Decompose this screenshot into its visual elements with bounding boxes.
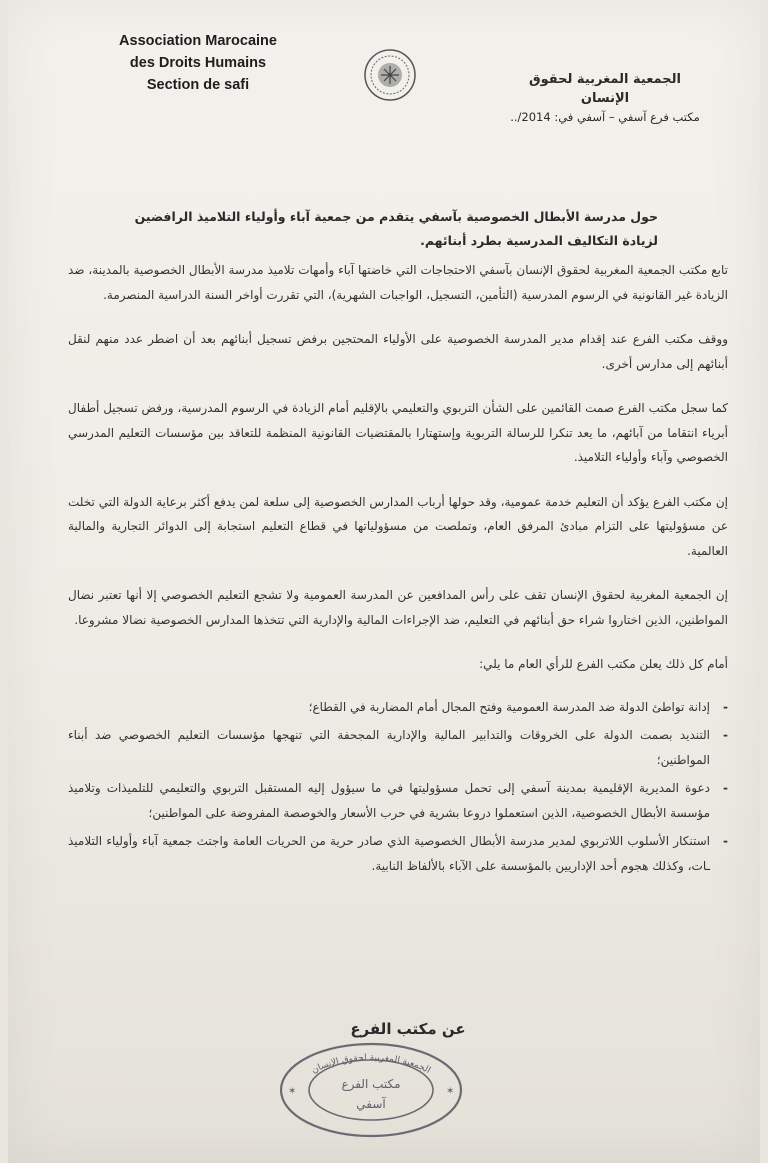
body-paragraph-1: تابع مكتب الجمعية المغربية لحقوق الإنسان بآسفي الاحتجاجات التي خاضتها آباء وأمهات تلاميذ مدرسة الأبطال الخصوصية بالمدينة، ضد الزيادة غير القانونية في الرسوم المدرسية (التأمين، التسجيل، الواجبات الشهرية)، التي تقررت أواخر السنة الدراسية المنصرمة. [68,263,728,302]
body-paragraph-3: كما سجل مكتب الفرع صمت القائمين على الشأن التربوي والتعليمي بالإقليم أمام الزيادة في الرسوم المدرسية، ورفض تسجيل أطفال أبرياء انتقاما من آبائهم، ما يعد تنكرا للرسالة التربوية وإستهتارا بالمقتضيات القانونية المنظمة للتعاقد بين مؤسسات التعليم المدرسي الخصوصي وآباء وأولياء التلاميذ. [68,401,728,464]
svg-text:الجمعية المغربية لحقوق الإنسان [310,1053,432,1076]
office-stamp [276,1040,466,1140]
declaration-intro: أمام كل ذلك يعلن مكتب الفرع للرأي العام ما يلي: [479,657,728,671]
declaration-item: - دعوة المديرية الإقليمية بمدينة آسفي إلى تحمل مسؤوليتها في ما سيؤول إليه المستقبل التربوي والتعليمي للتلميذات وتلاميذ مؤسسة الأبطال الخصوصية، الذين استعملوا دروعا بشرية في حرب الأسعار والخوصصة المفروضة على المواطنين؛ [68,776,728,825]
letter-page [8,0,760,1163]
french-header-line-2: des Droits Humains [129,55,267,71]
arabic-header-line-1: الجمعية المغربية لحقوق [529,72,681,87]
stamp-star-icon: ✶ [288,1086,297,1097]
declaration-item: - التنديد بصمت الدولة على الخروقات والتدابير المالية والإدارية المجحفة التي تنهجها مؤسسات التعليم الخصوصي ضد أبناء المواطنين؛ [68,723,728,772]
french-header-line-1: Association Marocaine [119,33,277,49]
french-header [83,30,313,96]
declaration-item: - استنكار الأسلوب اللاتربوي لمدير مدرسة الأبطال الخصوصية الذي صادر حرية من الحريات العامة واجتث جمعية آباء وأولياء التلاميذ ـات، وكذلك هجوم أحد الإداريين بالمؤسسة على الآباء بالألفاظ النابية. [68,829,728,878]
arabic-header-line-2: الإنسان [580,91,630,106]
arabic-header [500,70,710,127]
body-paragraph-2: ووقف مكتب الفرع عند إقدام مدير المدرسة الخصوصية على الأولياء المحتجين برفض تسجيل أبنائهم بعد أن اضطر عدد منهم لنقل أبنائهم إلى مدارس أخرى. [68,332,728,371]
declaration-list [68,695,728,879]
association-logo-icon [363,48,417,102]
body-paragraph-5: إن الجمعية المغربية لحقوق الإنسان تقف على رأس المدافعين عن المدرسة العمومية ولا تشجع التعليم الخصوصي إلا أنها تعتبر نضال المواطنين، الذين اختاروا شراء حق أبنائهم في التعليم، ضد الإجراءات المالية والإدارية التي تتخذها المدارس الخصوصية نضالا مشروعا. [68,588,728,627]
stamp-line-1: مكتب الفرع [341,1077,401,1091]
signature-line: عن مكتب الفرع [350,1020,466,1038]
body-paragraph-4: إن مكتب الفرع يؤكد أن التعليم خدمة عمومية، وقد حولها أرباب المدارس الخصوصية إلى سلعة لمن يدفع أكثر برعاية الدولة التي تخلت عن مسؤوليتها على التزام مبادئ المرفق العام، وتملصت من مسؤولياتها في قطاع التعليم استجابة إلى الدوائر التجارية والمالية العالمية. [68,494,728,558]
letter-body [68,258,728,882]
stamp-star-icon: ✶ [446,1086,455,1097]
declaration-item: - إدانة تواطئ الدولة ضد المدرسة العمومية وفتح المجال أمام المضاربة في القطاع؛ [68,695,728,720]
french-header-line-3: Section de safi [146,77,250,93]
stamp-line-2: آسفي [356,1097,386,1111]
arabic-header-reference: مكتب فرع آسفي – آسفي في: 2014/.. [510,110,700,124]
letter-subject: حول مدرسة الأبطال الخصوصية بآسفي يتقدم من جمعية آباء وأولياء التلاميذ الرافضين لزيادة التكاليف المدرسية بطرد أبنائهم. [134,209,658,248]
stamp-outer-text: الجمعية المغربية لحقوق الإنسان [310,1053,432,1076]
